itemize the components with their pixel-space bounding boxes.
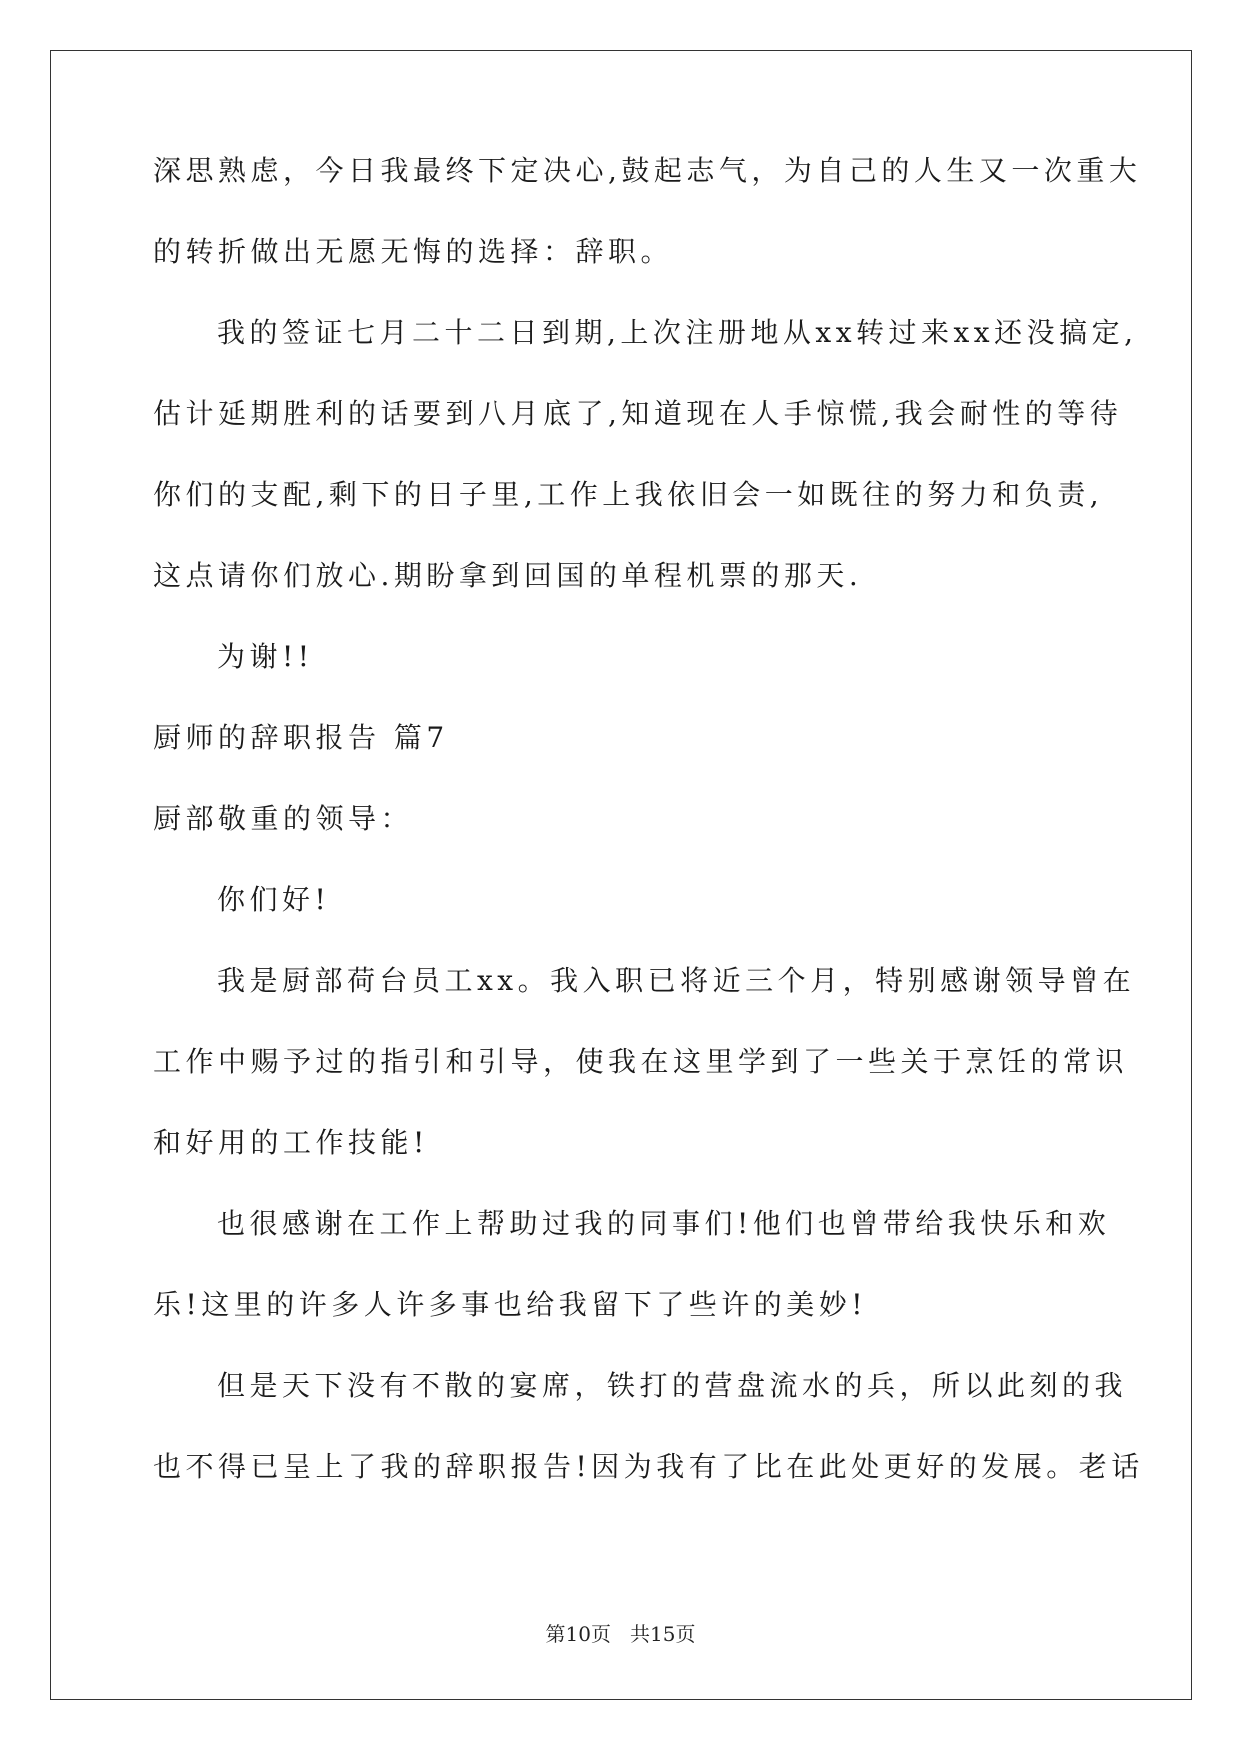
salutation: 厨部敬重的领导： <box>153 802 414 835</box>
text-line: 为谢!! <box>217 640 314 673</box>
text-line: 乐!这里的许多人许多事也给我留下了些许的美妙! <box>153 1288 868 1321</box>
text-line: 这点请你们放心.期盼拿到回国的单程机票的那天. <box>153 559 863 592</box>
text-line: 估计延期胜利的话要到八月底了,知道现在人手惊慌,我会耐性的等待 <box>153 397 1123 430</box>
text-line: 的转折做出无愿无悔的选择：辞职。 <box>153 235 674 268</box>
section-heading: 厨师的辞职报告 篇7 <box>153 721 449 754</box>
page-footer <box>0 1618 1241 1647</box>
greeting: 你们好! <box>217 883 331 916</box>
text-line: 工作中赐予过的指引和引导，使我在这里学到了一些关于烹饪的常识 <box>153 1045 1129 1078</box>
text-line: 和好用的工作技能! <box>153 1126 429 1159</box>
page-total: 共15页 <box>630 1622 696 1646</box>
text-line: 我是厨部荷台员工xx。我入职已将近三个月，特别感谢领导曾在 <box>217 964 1136 997</box>
text-line: 也很感谢在工作上帮助过我的同事们!他们也曾带给我快乐和欢 <box>217 1207 1111 1240</box>
document-body <box>153 154 1144 1507</box>
text-line: 但是天下没有不散的宴席，铁打的营盘流水的兵，所以此刻的我 <box>217 1369 1128 1402</box>
text-line: 也不得已呈上了我的辞职报告!因为我有了比在此处更好的发展。老话 <box>153 1450 1144 1483</box>
text-line: 你们的支配,剩下的日子里,工作上我依旧会一如既往的努力和负责, <box>153 478 1104 511</box>
text-line: 深思熟虑，今日我最终下定决心,鼓起志气，为自己的人生又一次重大 <box>153 154 1142 187</box>
text-line: 我的签证七月二十二日到期,上次注册地从xx转过来xx还没搞定, <box>217 316 1138 349</box>
page-number: 第10页 <box>545 1622 611 1646</box>
